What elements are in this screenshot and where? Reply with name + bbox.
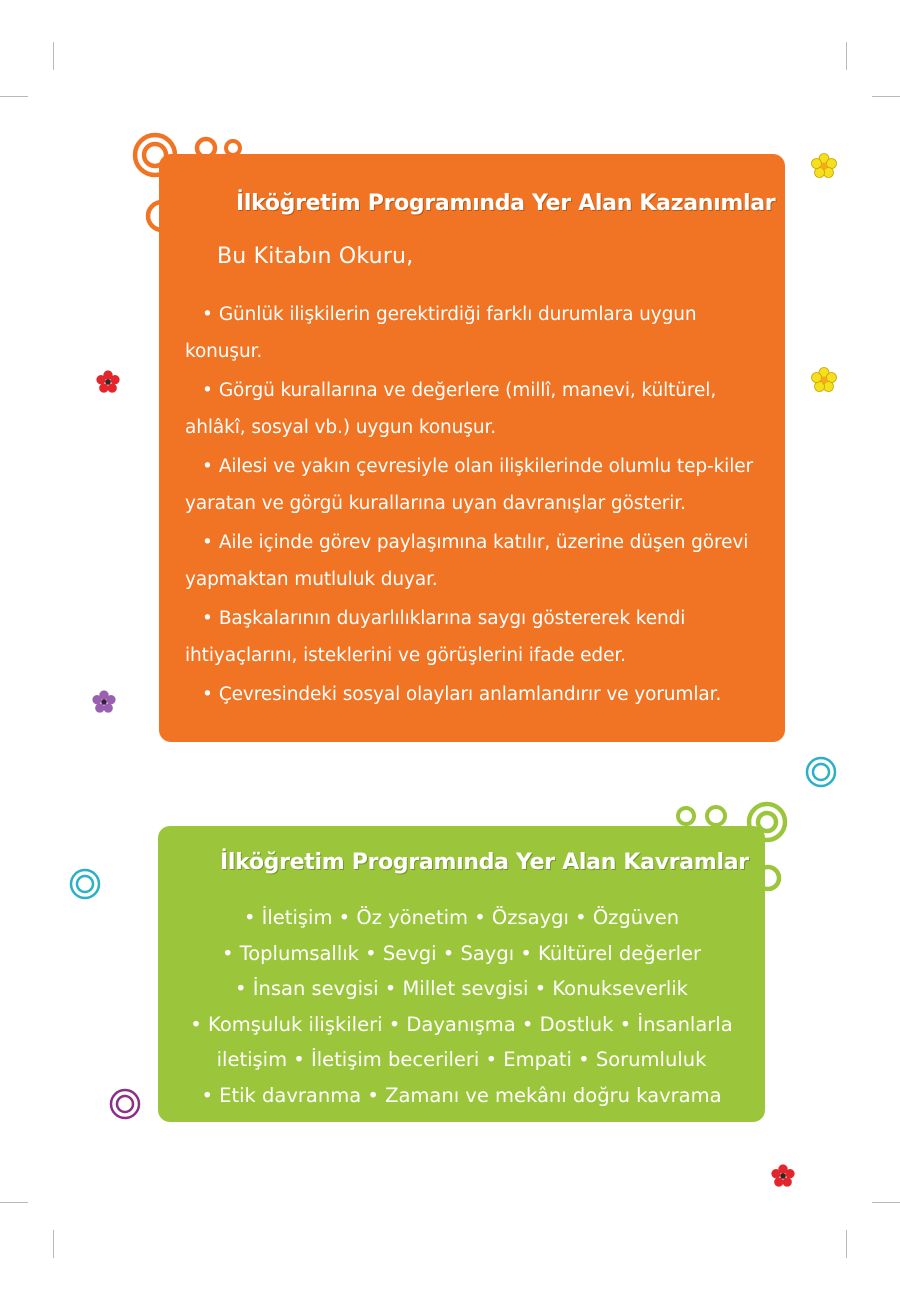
purple-flower-icon: [91, 689, 117, 715]
concepts-list: [168, 900, 755, 1113]
crop-mark-bottom-right-h: [872, 1202, 900, 1203]
outcomes-list: [185, 296, 775, 715]
cyan-ring-icon: [804, 755, 838, 789]
concepts-line: • İletişim • Öz yönetim • Özsaygı • Özgüven: [243, 906, 680, 929]
concepts-line: iletişim • İletişim becerileri • Empati • Sorumluluk: [216, 1048, 707, 1071]
outcome-item: • Çevresindeki sosyal olayları anlamlandırır ve yorumlar.: [202, 684, 722, 705]
concepts-heading: İlköğretim Programında Yer Alan Kavramlar: [220, 850, 749, 875]
bullet-icon: •: [202, 608, 213, 629]
outcomes-heading: İlköğretim Programında Yer Alan Kazanımlar: [236, 191, 776, 216]
bullet-icon: •: [202, 532, 213, 553]
outcomes-intro: Bu Kitabın Okuru,: [217, 244, 414, 269]
outcome-item: • Ailesi ve yakın çevresiyle olan ilişkilerinde olumlu tep-kiler yaratan ve görgü kurallarına uyan davranışlar gösterir.: [185, 456, 754, 514]
outcome-item: • Başkalarının duyarlılıklarına saygı göstererek kendi ihtiyaçlarını, isteklerini ve görüşlerini ifade eder.: [185, 608, 686, 666]
bullet-icon: •: [202, 304, 213, 325]
crop-mark-top-right-h: [872, 96, 900, 97]
concepts-line: • Etik davranma • Zamanı ve mekânı doğru kavrama: [201, 1083, 722, 1107]
outcome-item: • Günlük ilişkilerin gerektirdiği farklı durumlara uygun konuşur.: [185, 304, 697, 362]
bullet-icon: •: [202, 380, 213, 401]
outcome-item: • Görgü kurallarına ve değerlere (millî, manevi, kültürel, ahlâkî, sosyal vb.) uygun konuşur.: [185, 380, 717, 438]
crop-mark-bottom-right: [846, 1230, 847, 1258]
orange-rings-decoration: [128, 128, 268, 238]
green-rings-decoration: [672, 798, 792, 898]
yellow-flower-icon: [810, 366, 838, 394]
concepts-line: • Toplumsallık • Sevgi • Saygı • Kültürel değerler: [221, 941, 702, 965]
crop-mark-top-left-h: [0, 96, 28, 97]
yellow-flower-icon: [810, 152, 838, 180]
crop-mark-top-right: [846, 42, 847, 70]
outcome-item: • Aile içinde görev paylaşımına katılır, üzerine düşen görevi yapmaktan mutluluk duyar.: [185, 532, 749, 590]
crop-mark-top-left: [53, 42, 54, 70]
crop-mark-bottom-left: [53, 1230, 54, 1258]
concepts-line: • Komşuluk ilişkileri • Dayanışma • Dostluk • İnsanlarla: [190, 1012, 733, 1036]
purple-ring-icon: [108, 1087, 142, 1121]
bullet-icon: •: [202, 456, 213, 477]
red-flower-icon: [770, 1163, 796, 1189]
concepts-line: • İnsan sevgisi • Millet sevgisi • Konukseverlik: [235, 977, 688, 1000]
cyan-ring-icon: [68, 867, 102, 901]
crop-mark-bottom-left-h: [0, 1202, 28, 1203]
red-flower-icon: [95, 369, 121, 395]
bullet-icon: •: [202, 684, 213, 705]
